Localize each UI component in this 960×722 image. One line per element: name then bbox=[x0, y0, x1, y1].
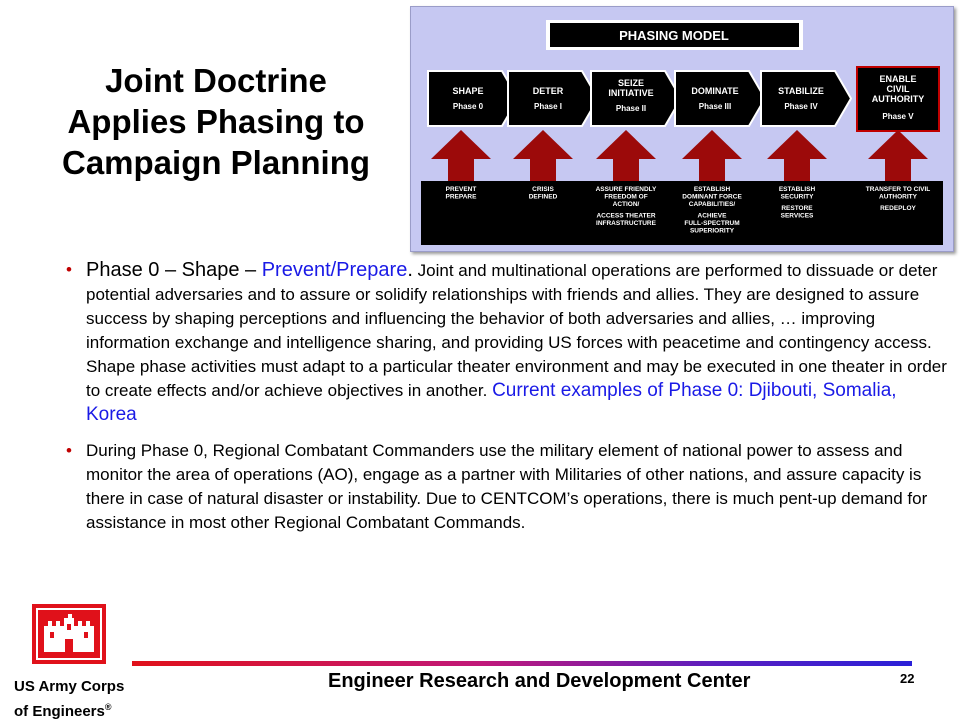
org-line-1: US Army Corps bbox=[14, 678, 125, 695]
phase-description: ASSURE FRIENDLY bbox=[595, 186, 657, 193]
description-panel bbox=[421, 181, 943, 245]
phase-name: DETER bbox=[532, 86, 564, 96]
title-line: Joint Doctrine bbox=[105, 62, 327, 99]
phase-description: TRANSFER TO CIVIL bbox=[865, 186, 931, 193]
up-arrow bbox=[431, 130, 491, 183]
footer-center-title: Engineer Research and Development Center bbox=[328, 670, 751, 692]
phase-description: REDEPLOY bbox=[880, 205, 916, 212]
phase-number: Phase IV bbox=[784, 102, 818, 111]
bullet-list bbox=[66, 258, 950, 535]
title-line: Applies Phasing to bbox=[67, 103, 365, 140]
phase-description: INFRASTRUCTURE bbox=[596, 220, 656, 227]
phase-description: PREPARE bbox=[445, 193, 477, 201]
phase-name: INITIATIVE bbox=[608, 88, 654, 98]
bullet-lead-highlight: Prevent/Prepare bbox=[261, 259, 408, 281]
phase-description: RESTORE bbox=[781, 205, 813, 212]
phase-arrow bbox=[508, 71, 598, 126]
phase-number: Phase V bbox=[882, 112, 914, 121]
phase-arrow bbox=[761, 71, 851, 126]
phase-description: ESTABLISH bbox=[693, 186, 731, 193]
phase-name: SHAPE bbox=[452, 86, 484, 96]
phase-description: DOMINANT FORCE bbox=[682, 193, 742, 201]
diagram-title: PHASING MODEL bbox=[619, 28, 729, 43]
footer-divider bbox=[132, 661, 912, 666]
up-arrow bbox=[513, 130, 573, 183]
page-number: 22 bbox=[900, 671, 915, 686]
phase-description: ACTION/ bbox=[612, 201, 640, 208]
bullet-current-examples: Current examples of Phase 0: Djibouti, Somalia, Korea bbox=[86, 380, 897, 425]
bullet-marker: • bbox=[66, 441, 72, 460]
up-arrow bbox=[868, 130, 928, 183]
phase-description: CAPABILITIES/ bbox=[688, 201, 736, 208]
phase-name: STABILIZE bbox=[778, 86, 824, 96]
phase-name: DOMINATE bbox=[691, 86, 739, 96]
phase-number: Phase 0 bbox=[452, 102, 484, 111]
phase-name: AUTHORITY bbox=[871, 94, 925, 104]
phase-arrow bbox=[675, 71, 765, 126]
up-arrow bbox=[682, 130, 742, 183]
org-line-2: of Engineers bbox=[14, 703, 105, 720]
bullet-lead: Phase 0 – Shape – bbox=[86, 259, 262, 281]
phase-description: FREEDOM OF bbox=[604, 193, 648, 201]
phase-description: SERVICES bbox=[780, 212, 814, 220]
phase-description: FULL-SPECTRUM bbox=[684, 220, 740, 227]
title-line: Campaign Planning bbox=[61, 144, 371, 181]
bullet-marker: • bbox=[66, 260, 72, 279]
phase-name: CIVIL bbox=[886, 84, 910, 94]
bullet-body: During Phase 0, Regional Combatant Commanders use the military element of national power to assess and monitor the area of operations (AO), engage as a partner with Militaries of other nations, and assure capacity is there in case of natural disaster or instability. Due to CENTCOM’s operations, there is much pent-up demand for assistance in most other Regional Combatant Commands. bbox=[86, 441, 928, 532]
phase-number: Phase III bbox=[698, 102, 732, 111]
up-arrow bbox=[767, 130, 827, 183]
phase-description: SUPERIORITY bbox=[689, 227, 735, 235]
phase-description: ACHIEVE bbox=[697, 212, 727, 220]
slide-title bbox=[30, 60, 402, 183]
phase-name: ENABLE bbox=[879, 74, 917, 84]
bullet-body: Joint and multinational operations are performed to dissuade or deter potential adversaries and to assure or solidify relationships with friends and allies. They are designed to assure success by shaping perceptions and influencing the behavior of both adversaries and allies, … improving information exchange and intelligence sharing, and providing US forces with peacetime and contingency access. Shape phase activities must adapt to a particular theater environment and may be executed in one theater in order to create effects and/or achieve objectives in another. bbox=[86, 261, 947, 400]
phase-description: CRISIS bbox=[532, 186, 554, 193]
phase-description: ACCESS THEATER bbox=[596, 212, 656, 220]
bullet-phase-0 bbox=[66, 258, 950, 427]
phasing-model-diagram bbox=[410, 6, 954, 252]
phase-arrow bbox=[428, 71, 518, 126]
phasing-model-svg bbox=[411, 7, 953, 251]
phase-name: SEIZE bbox=[617, 78, 645, 88]
phase-description: PREVENT bbox=[445, 186, 477, 193]
bullet-lead-end: . bbox=[407, 259, 413, 281]
phase-description: AUTHORITY bbox=[879, 193, 917, 201]
phase-number: Phase II bbox=[615, 104, 647, 113]
bullet-regional-commanders bbox=[66, 439, 950, 535]
phase-number: Phase I bbox=[533, 102, 563, 111]
usace-castle-logo bbox=[32, 604, 106, 664]
phase-description: DEFINED bbox=[528, 193, 558, 201]
organization-name bbox=[14, 676, 124, 722]
registered-mark: ® bbox=[104, 702, 112, 712]
up-arrow bbox=[596, 130, 656, 183]
phase-description: SECURITY bbox=[780, 193, 814, 201]
phase-description: ESTABLISH bbox=[778, 186, 816, 193]
